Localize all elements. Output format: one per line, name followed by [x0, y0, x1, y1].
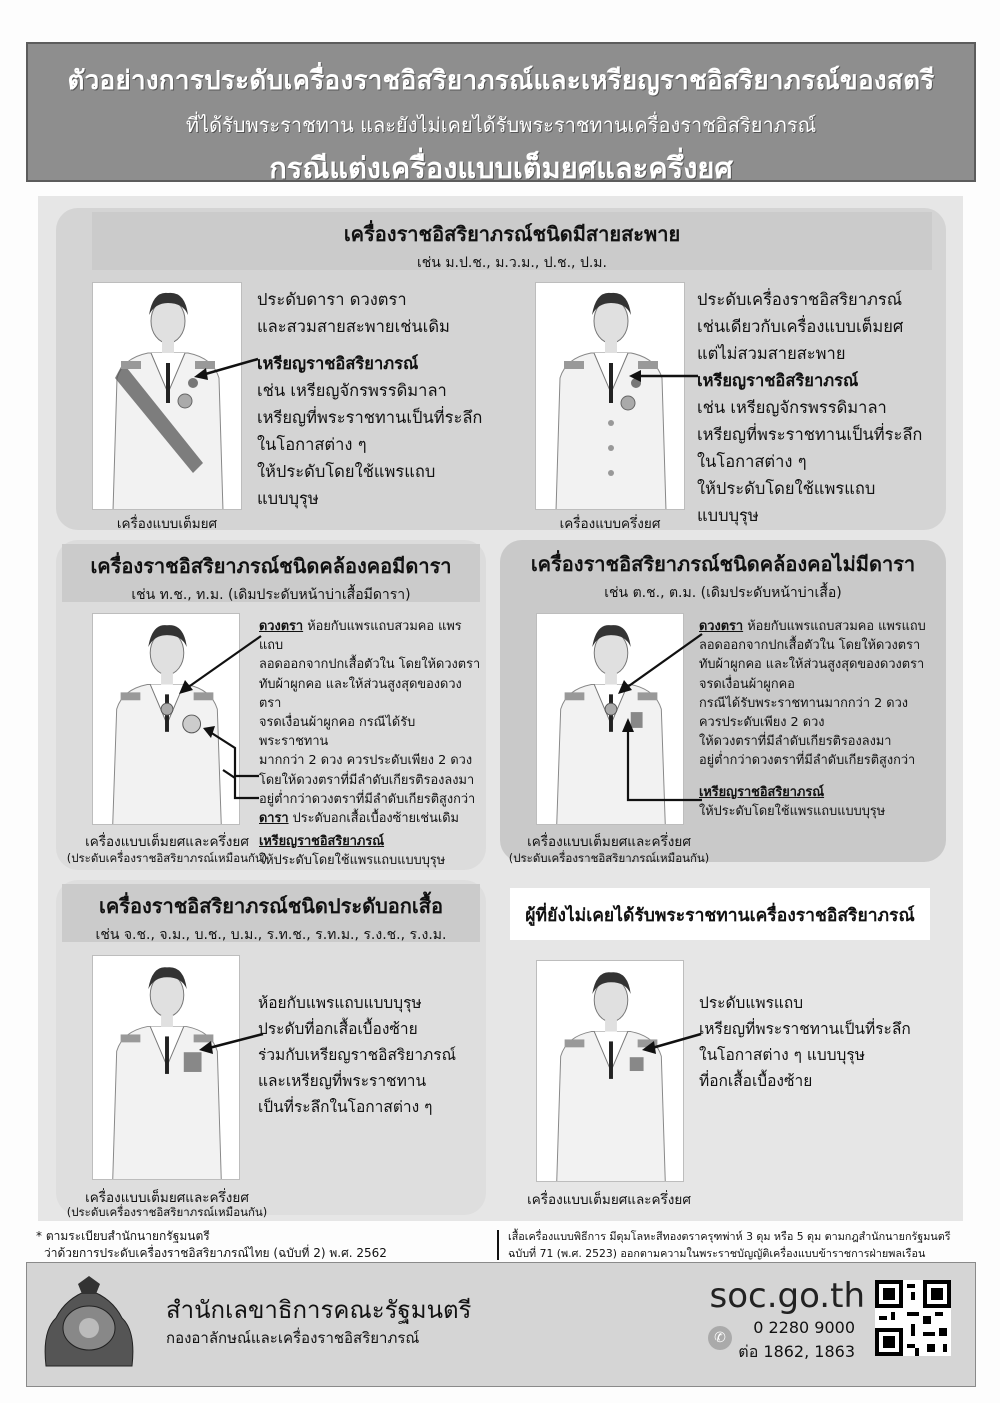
text-line: เช่น เหรียญจักรพรรดิมาลา	[257, 381, 447, 400]
text-line: ควรประดับเพียง 2 ดวง	[699, 715, 825, 731]
text-line: จรดเงื่อนผ้าผูกคอ กรณีได้รับพระราชทาน	[259, 715, 416, 750]
text-line: ที่อกเสื้อเบื้องซ้าย	[699, 1072, 813, 1090]
section-breast-text	[258, 990, 486, 1120]
text-line: เช่นเดียวกับเครื่องแบบเต็มยศ	[697, 317, 904, 336]
text-line: โดยให้ดวงตราที่มีลำดับเกียรติรองลงมา	[259, 772, 475, 788]
text-line: ห้อยกับแพรแถบแบบบุรุษ	[258, 994, 422, 1012]
text-line: ประดับเครื่องราชอิสริยาภรณ์	[697, 290, 903, 309]
text-line	[259, 832, 484, 851]
text-line: แต่ไม่สวมสายสะพาย	[697, 344, 846, 363]
uniform-figure-icon	[536, 283, 685, 510]
label-badge: ดวงตรา	[699, 619, 744, 634]
section-breast-subtitle: เช่น จ.ช., จ.ม., บ.ช., บ.ม., ร.ท.ช., ร.ท.ม., ร.ง.ช., ร.ง.ม.	[95, 927, 447, 943]
text-span: ห้อยกับแพรแถบสวมคอ แพรแถบ	[743, 619, 926, 634]
text-span: ประดับอกเสื้อเบื้องซ้ายเช่นเดิม	[288, 811, 459, 827]
text-line: และสวมสายสะพายเช่นเดิม	[257, 317, 450, 336]
header-title-line3: กรณีแต่งเครื่องแบบเต็มยศและครึ่งยศ	[269, 151, 733, 185]
footnote-line: * ตามระเบียบสำนักนายกรัฐมนตรี	[36, 1229, 210, 1243]
uniform-figure-icon	[93, 956, 240, 1180]
label-medal: เหรียญราชอิสริยาภรณ์	[699, 784, 825, 800]
text-line: ในโอกาสต่าง ๆ	[697, 452, 807, 471]
text-line	[699, 783, 944, 802]
text-line	[259, 617, 484, 655]
footnote-line: ฉบับที่ 71 (พ.ศ. 2523) ออกตามความในพระราชบัญญัติเครื่องแบบข้าราชการฝ่ายพลเรือน	[508, 1247, 926, 1260]
qr-code[interactable]	[875, 1280, 951, 1356]
text-line: ให้ดวงตราที่มีลำดับเกียรติรองลงมา	[699, 734, 892, 750]
text-line: ให้ประดับโดยใช้แพรแถบแบบบุรุษ	[259, 853, 446, 869]
arrow-icon	[190, 355, 260, 385]
arrow-icon	[625, 362, 700, 392]
section-none-title: ผู้ที่ยังไม่เคยได้รับพระราชทานเครื่องราชอิสริยาภรณ์	[525, 906, 915, 926]
figure-half-dress	[535, 282, 685, 510]
header-title-line1: ตัวอย่างการประดับเครื่องราชอิสริยาภรณ์และเหรียญราชอิสริยาภรณ์ของสตรี	[67, 66, 935, 96]
caption-half-dress: เครื่องแบบครึ่งยศ	[559, 516, 661, 532]
text-line: ในโอกาสต่าง ๆ	[257, 435, 367, 454]
section-neck-star-subtitle: เช่น ท.ช., ท.ม. (เดิมประดับหน้าบ่าเสื้อมีดารา)	[131, 587, 411, 603]
text-line: ทับผ้าผูกคอ และให้ส่วนสูงสุดของดวงตรา	[259, 676, 462, 711]
text-line	[699, 617, 944, 636]
qr-code-icon	[875, 1280, 951, 1356]
text-line: ให้ประดับโดยใช้แพรแถบ	[697, 479, 876, 498]
text-line: ให้ประดับโดยใช้แพรแถบ	[257, 462, 436, 481]
text-line: เช่น เหรียญจักรพรรดิมาลา	[697, 398, 887, 417]
section-neck-star-text	[259, 617, 484, 871]
section-sash-titlebar	[92, 212, 932, 270]
section-neck-nostar-subtitle: เช่น ต.ช., ต.ม. (เดิมประดับหน้าบ่าเสื้อ)	[604, 585, 842, 601]
header-banner	[26, 42, 976, 185]
text-line: เหรียญราชอิสริยาภรณ์	[697, 371, 859, 390]
text-line: ประดับแพรแถบ	[699, 994, 804, 1012]
arrows-icon	[165, 620, 265, 820]
section-none-text	[699, 990, 939, 1094]
uniform-figure-icon	[537, 961, 684, 1182]
caption-neck-star: เครื่องแบบเต็มยศและครึ่งยศ	[85, 834, 249, 850]
figure-breast	[92, 955, 240, 1180]
footnote-right	[508, 1228, 974, 1262]
text-line: เหรียญที่พระราชทานเป็นที่ระลึก	[257, 408, 483, 427]
emblem-icon	[36, 1276, 142, 1376]
website-link[interactable]: soc.go.th	[709, 1276, 865, 1316]
section-sash-right-text	[697, 286, 937, 529]
text-line: ร่วมกับเหรียญราชอิสริยาภรณ์	[258, 1046, 456, 1064]
arrow-icon	[195, 1028, 265, 1058]
text-line: ในโอกาสต่าง ๆ แบบบุรุษ	[699, 1046, 865, 1064]
text-line: แบบบุรุษ	[257, 489, 319, 508]
caption-neck-star-note: (ประดับเครื่องราชอิสริยาภรณ์เหมือนกัน)	[66, 851, 268, 865]
text-line: มากกว่า 2 ดวง ควรประดับเพียง 2 ดวง	[259, 753, 473, 769]
arrows-icon	[610, 620, 705, 810]
section-sash-left-text	[257, 286, 497, 512]
text-line: เป็นที่ระลึกในโอกาสต่าง ๆ	[258, 1098, 433, 1116]
caption-none: เครื่องแบบเต็มยศและครึ่งยศ	[527, 1192, 691, 1208]
section-none-titlebar	[510, 888, 930, 940]
section-neck-nostar-titlebar	[506, 548, 940, 606]
section-sash-title: เครื่องราชอิสริยาภรณ์ชนิดมีสายสะพาย	[343, 222, 681, 246]
text-line: แบบบุรุษ	[697, 506, 759, 525]
caption-breast-note: (ประดับเครื่องราชอิสริยาภรณ์เหมือนกัน)	[66, 1205, 268, 1219]
text-span: ห้อยกับแพรแถบสวมคอ แพรแถบ	[259, 619, 462, 654]
section-neck-nostar-title: เครื่องราชอิสริยาภรณ์ชนิดคล้องคอไม่มีดารา	[530, 552, 916, 576]
section-breast-titlebar	[62, 884, 480, 942]
footnote-line: เสื้อเครื่องแบบพิธีการ มีดุมโลหะสีทองตราครุฑพ่าห์ 3 ดุม หรือ 5 ดุม ตามกฎสำนักนายกรัฐมนตรี	[508, 1230, 951, 1243]
section-neck-star-title: เครื่องราชอิสริยาภรณ์ชนิดคล้องคอมีดารา	[90, 554, 452, 578]
org-name: สำนักเลขาธิการคณะรัฐมนตรี	[166, 1296, 472, 1324]
text-line: เหรียญที่พระราชทานเป็นที่ระลึก	[699, 1020, 911, 1038]
text-line: กรณีได้รับพระราชทานมากกว่า 2 ดวง	[699, 695, 909, 711]
section-breast-title: เครื่องราชอิสริยาภรณ์ชนิดประดับอกเสื้อ	[99, 894, 443, 918]
text-line: ประดับที่อกเสื้อเบื้องซ้าย	[258, 1020, 418, 1038]
text-line: ลอดออกจากปกเสื้อตัวใน โดยให้ดวงตรา	[699, 638, 921, 654]
emblem-logo	[36, 1276, 142, 1376]
text-line: ให้ประดับโดยใช้แพรแถบแบบบุรุษ	[699, 803, 886, 819]
text-line	[259, 809, 484, 828]
footnote-divider	[497, 1230, 499, 1260]
arrow-icon	[638, 1028, 703, 1058]
text-line: ประดับดารา ดวงตรา	[257, 290, 407, 309]
text-line: จรดเงื่อนผ้าผูกคอ	[699, 676, 795, 692]
text-line: เหรียญที่พระราชทานเป็นที่ระลึก	[697, 425, 923, 444]
text-line: และเหรียญที่พระราชทาน	[258, 1072, 427, 1090]
text-line: ทับผ้าผูกคอ และให้ส่วนสูงสุดของดวงตรา	[699, 657, 925, 673]
text-line: ลอดออกจากปกเสื้อตัวใน โดยให้ดวงตรา	[259, 657, 481, 673]
phone-extension: ต่อ 1862, 1863	[738, 1342, 855, 1361]
section-neck-star-titlebar	[62, 544, 480, 602]
section-sash-subtitle: เช่น ม.ป.ช., ม.ว.ม., ป.ช., ป.ม.	[417, 255, 607, 271]
phone-number: 0 2280 9000	[753, 1318, 855, 1337]
figure-none	[536, 960, 684, 1182]
header-title-line2: ที่ได้รับพระราชทาน และยังไม่เคยได้รับพระราชทานเครื่องราชอิสริยาภรณ์	[185, 113, 817, 137]
label-star: ดารา	[259, 811, 289, 827]
section-neck-nostar-text	[699, 617, 944, 821]
org-division: กองอาลักษณ์และเครื่องราชอิสริยาภรณ์	[166, 1329, 420, 1347]
footnote-left	[36, 1228, 476, 1262]
footnote-line: ว่าด้วยการประดับเครื่องราชอิสริยาภรณ์ไทย (ฉบับที่ 2) พ.ศ. 2562	[44, 1246, 387, 1260]
text-line: อยู่ต่ำกว่าดวงตราที่มีลำดับเกียรติสูงกว่า	[259, 791, 476, 807]
phone-icon: ✆	[708, 1326, 732, 1350]
uniform-figure-icon	[93, 283, 242, 510]
figure-full-dress-sash	[92, 282, 242, 510]
label-medal: เหรียญราชอิสริยาภรณ์	[259, 834, 385, 850]
text-line: เหรียญราชอิสริยาภรณ์	[257, 354, 419, 373]
caption-breast: เครื่องแบบเต็มยศและครึ่งยศ	[85, 1190, 249, 1206]
label-badge: ดวงตรา	[259, 619, 304, 634]
caption-full-dress: เครื่องแบบเต็มยศ	[116, 516, 218, 532]
caption-neck-nostar-note: (ประดับเครื่องราชอิสริยาภรณ์เหมือนกัน)	[508, 851, 710, 865]
text-line: อยู่ต่ำกว่าดวงตราที่มีลำดับเกียรติสูงกว่า	[699, 753, 916, 769]
caption-neck-nostar: เครื่องแบบเต็มยศและครึ่งยศ	[527, 834, 691, 850]
